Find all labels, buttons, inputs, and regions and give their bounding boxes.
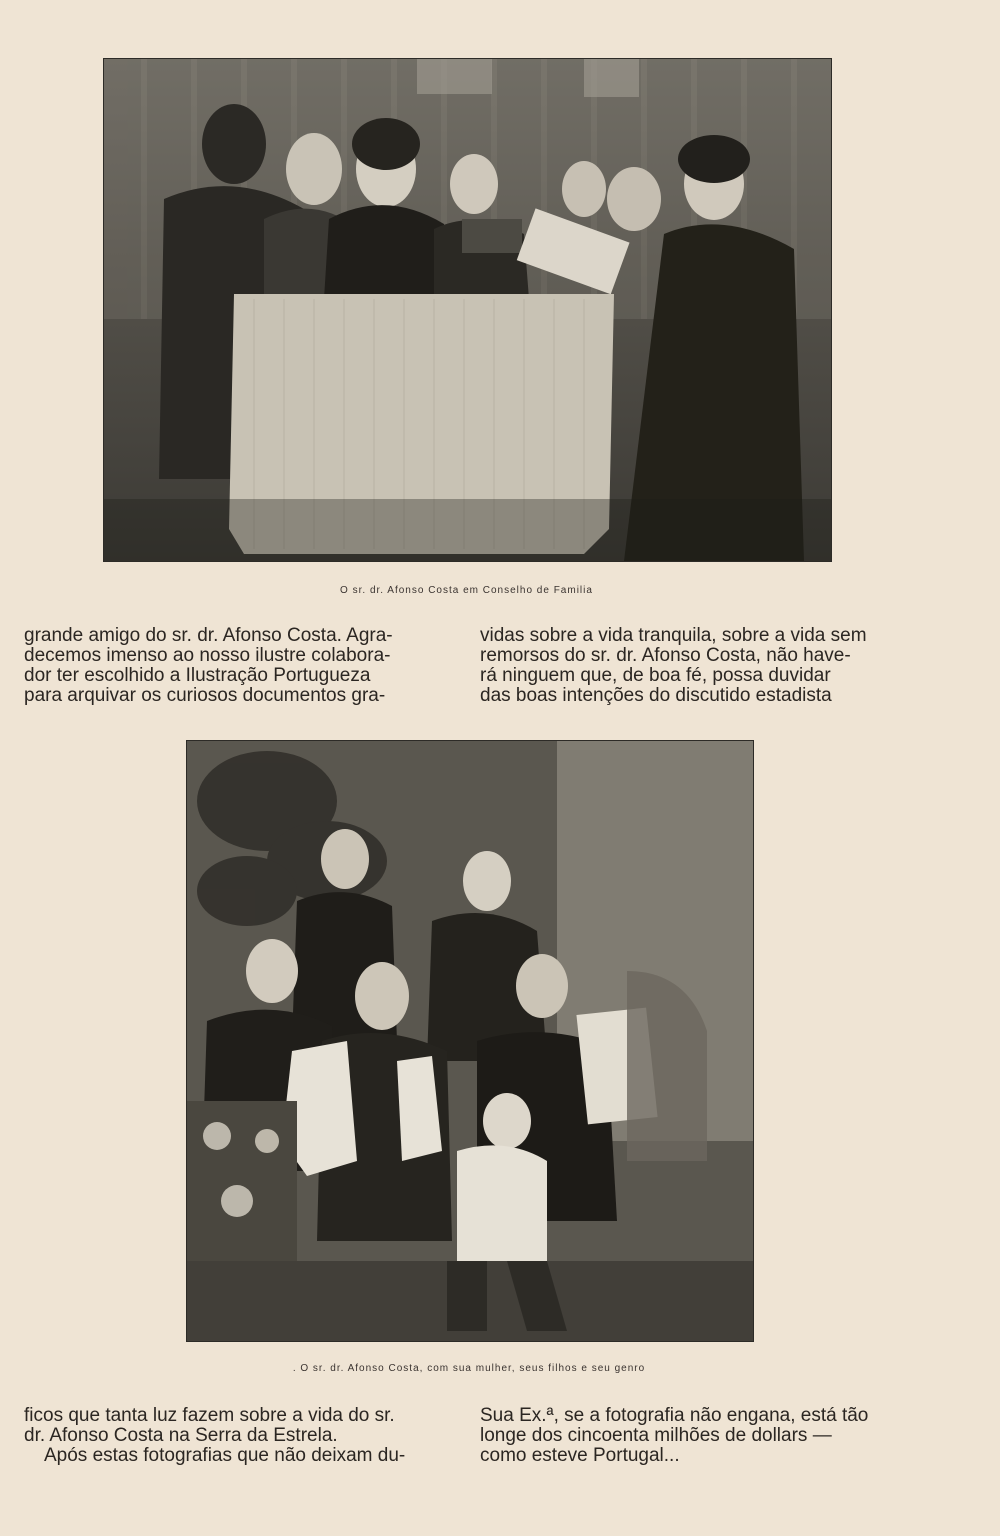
text-line: Sua Ex.ª, se a fotografia não engana, está tão [480,1405,869,1426]
text-column-right-1 [480,626,914,706]
text-line: para arquivar os curiosos documentos gra- [24,685,386,706]
text-column-left-1 [24,626,444,706]
text-line: rá ninguem que, de boa fé, possa duvidar [480,665,831,686]
text-line: das boas intenções do discutido estadista [480,685,832,706]
text-line: dor ter escolhido a Ilustração Portugueza [24,665,371,686]
text-line: grande amigo do sr. dr. Afonso Costa. Agra- [24,625,393,646]
text-line: Após estas fotografias que não deixam du- [44,1445,406,1466]
family-portrait-photo-image [187,741,753,1341]
text-column-right-2 [480,1406,914,1466]
text-line: vidas sobre a vida tranquila, sobre a vida sem [480,625,867,646]
family-council-photo [103,58,832,562]
text-line: decemos imenso ao nosso ilustre colabora- [24,645,391,666]
photo-caption-top: O sr. dr. Afonso Costa em Conselho de Familia [340,585,593,596]
family-portrait-photo [186,740,754,1342]
family-council-photo-image [104,59,831,561]
photo-caption-bottom: . O sr. dr. Afonso Costa, com sua mulher, seus filhos e seu genro [292,1363,646,1374]
text-line: dr. Afonso Costa na Serra da Estrela. [24,1425,338,1446]
text-line: remorsos do sr. dr. Afonso Costa, não have- [480,645,851,666]
text-column-left-2 [24,1406,444,1466]
text-line: como esteve Portugal... [480,1445,680,1466]
text-line: longe dos cincoenta milhões de dollars — [480,1425,832,1446]
text-line: ficos que tanta luz fazem sobre a vida do sr. [24,1405,395,1426]
